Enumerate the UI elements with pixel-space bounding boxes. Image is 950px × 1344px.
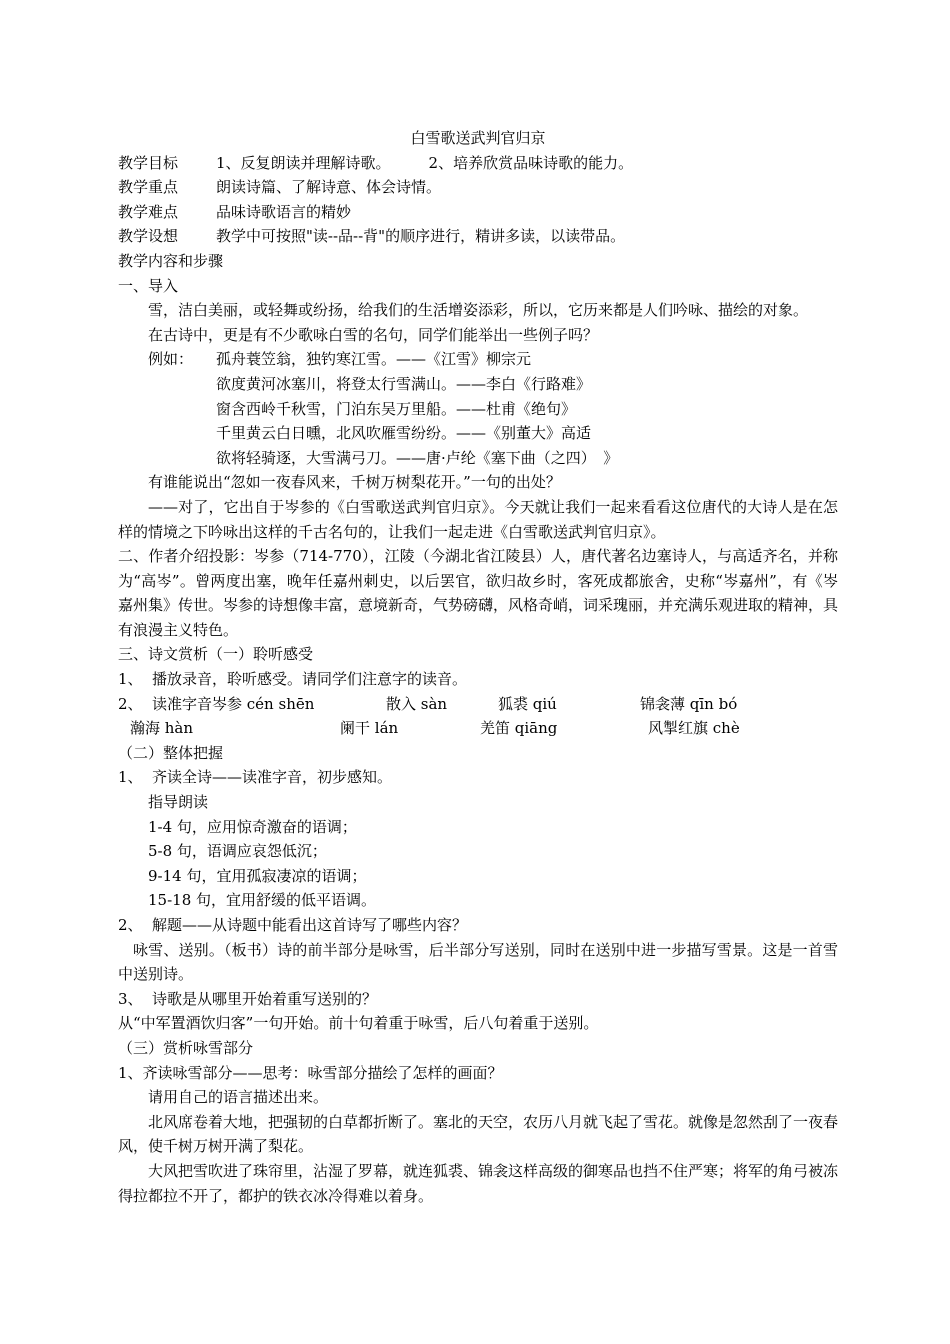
- difficulty-text: 品味诗歌语言的精妙: [216, 202, 352, 221]
- guide-heading: 指导朗读: [148, 793, 209, 812]
- pinyin-item: 岑参 cén shēn: [212, 694, 315, 713]
- farewell-item: [118, 987, 838, 1012]
- pinyin-item: 羌笛 qiāng: [480, 719, 558, 738]
- subsection-2-heading: （二）整体把握: [118, 743, 224, 762]
- design-text: 教学中可按照"读--品--背"的顺序进行，精讲多读，以读带品。: [216, 227, 626, 246]
- item-number: 2、: [118, 916, 143, 934]
- example-verse: 千里黄云白日曛，北风吹雁雪纷纷。——《别董大》高适: [216, 424, 592, 443]
- listen-text: 播放录音，聆听感受。请同学们注意字的读音。: [152, 670, 468, 689]
- focus-label: 教学重点: [118, 178, 179, 197]
- pinyin-item: 狐裘 qiú: [498, 694, 557, 713]
- guide-line: 1-4 句，应用惊奇激奋的语调；: [148, 817, 357, 836]
- intro-question: 有谁能说出“忽如一夜春风来，千树万树梨花开。”一句的出处？: [148, 473, 561, 492]
- design-label: 教学设想: [118, 227, 179, 246]
- pinyin-item: 阑干 lán: [340, 719, 399, 738]
- intro-paragraph-2: 在古诗中，更是有不少歌咏白雪的名句，同学们能举出一些例子吗？: [148, 325, 599, 344]
- title-analysis-answer: 咏雪、送别。（板书）诗的前半部分是咏雪，后半部分写送别，同时在送别中进一步描写雪景。这是一首雪中送别诗。: [118, 940, 838, 984]
- subsection-3-heading: （三）赏析咏雪部分: [118, 1038, 254, 1057]
- read-aloud-text: 齐读全诗——读准字音，初步感知。: [152, 768, 393, 787]
- snow-description-1: 北风席卷着大地，把强韧的白草都折断了。塞北的天空，农历八月就飞起了雪花。就像是忽然刮了一夜春风，使千树万树开满了梨花。: [118, 1112, 839, 1156]
- focus-text: 朗读诗篇、了解诗意、体会诗情。: [216, 178, 442, 197]
- intro-answer: ——对了，它出自于岑参的《白雪歌送武判官归京》。今天就让我们一起来看看这位唐代的大诗人是在怎样的情境之下吟咏出这样的千古名句的，让我们一起走进《白雪歌送武判官归京》。: [118, 497, 838, 541]
- example-label: 例如：: [148, 350, 194, 369]
- title-analysis-text: 解题——从诗题中能看出这首诗写了哪些内容？: [152, 916, 468, 934]
- listen-item: [118, 667, 838, 692]
- snow-reading-item: 1、齐读咏雪部分——思考：咏雪部分描绘了怎样的画面？: [118, 1063, 503, 1082]
- teaching-goals: [118, 151, 838, 176]
- lesson-plan-page: [118, 126, 838, 1208]
- pronunciation-row-2: [118, 716, 838, 741]
- item-number: 3、: [118, 989, 143, 1008]
- example-verse: 孤舟蓑笠翁，独钓寒江雪。——《江雪》柳宗元: [216, 350, 532, 369]
- teaching-focus: [118, 175, 838, 200]
- item-number: 1、: [118, 670, 143, 689]
- pronunciation-label: 读准字音: [152, 694, 213, 713]
- snow-description-2: 大风把雪吹进了珠帘里，沾湿了罗幕，就连狐裘、锦衾这样高级的御寒品也挡不住严寒；将军的角弓被冻得拉都拉不开了，都护的铁衣冰冷得难以着身。: [118, 1161, 839, 1205]
- section-1-heading: 一、导入: [118, 276, 179, 295]
- pinyin-item: 散入 sàn: [386, 694, 448, 713]
- snow-prompt: 请用自己的语言描述出来。: [148, 1088, 329, 1107]
- farewell-answer: 从“中军置酒饮归客”一句开始。前十句着重于咏雪，后八句着重于送别。: [118, 1014, 599, 1033]
- goal-2: 2、培养欣赏品味诗歌的能力。: [428, 153, 634, 172]
- farewell-question: 诗歌是从哪里开始着重写送别的？: [152, 989, 378, 1008]
- teaching-difficulty: [118, 200, 838, 225]
- example-verse: 欲将轻骑逐，大雪满弓刀。——唐·卢纶《塞下曲（之四） 》: [216, 448, 619, 467]
- guide-line: 9-14 句，宜用孤寂凄凉的语调；: [148, 866, 367, 885]
- content-heading: 教学内容和步骤: [118, 251, 224, 270]
- title-analysis-item: [118, 913, 838, 938]
- item-number: 2、: [118, 694, 143, 713]
- goals-label: 教学目标: [118, 153, 179, 172]
- example-line-1: [118, 347, 838, 372]
- pronunciation-row-1: [118, 692, 838, 717]
- pinyin-item: 风掣红旗 chè: [648, 719, 740, 738]
- pinyin-item: 锦衾薄 qīn bó: [640, 694, 738, 713]
- guide-line: 15-18 句，宜用舒缓的低平语调。: [148, 891, 377, 910]
- author-introduction: 二、作者介绍投影：岑参（714-770），江陵（今湖北省江陵县）人，唐代著名边塞诗人，与高适齐名，并称为“高岑”。曾两度出塞，晚年任嘉州刺史，以后罢官，欲归故乡时，客死成都旅舍，史称“岑嘉州”，有《岑嘉州集》传世。岑参的诗想像丰富，意境新奇，气势磅礴，风格奇峭，词采瑰丽，并充满乐观进取的精神，具有浪漫主义特色。: [118, 547, 839, 639]
- example-verse: 欲度黄河冰塞川，将登太行雪满山。——李白《行路难》: [216, 374, 592, 393]
- example-verse: 窗含西岭千秋雪，门泊东吴万里船。——杜甫《绝句》: [216, 399, 577, 418]
- page-title: 白雪歌送武判官归京: [410, 129, 546, 147]
- goal-1: 1、反复朗读并理解诗歌。: [216, 153, 391, 172]
- guide-line: 5-8 句，语调应哀怨低沉；: [148, 842, 327, 861]
- item-number: 1、: [118, 768, 143, 787]
- section-3-heading: 三、诗文赏析（一）聆听感受: [118, 645, 314, 664]
- pinyin-item: 瀚海 hàn: [130, 719, 194, 738]
- read-aloud-item: [118, 765, 838, 790]
- teaching-design: [118, 224, 838, 249]
- difficulty-label: 教学难点: [118, 202, 179, 221]
- intro-paragraph-1: 雪，洁白美丽，或轻舞或纷扬，给我们的生活增姿添彩，所以，它历来都是人们吟咏、描绘的对象。: [148, 301, 809, 320]
